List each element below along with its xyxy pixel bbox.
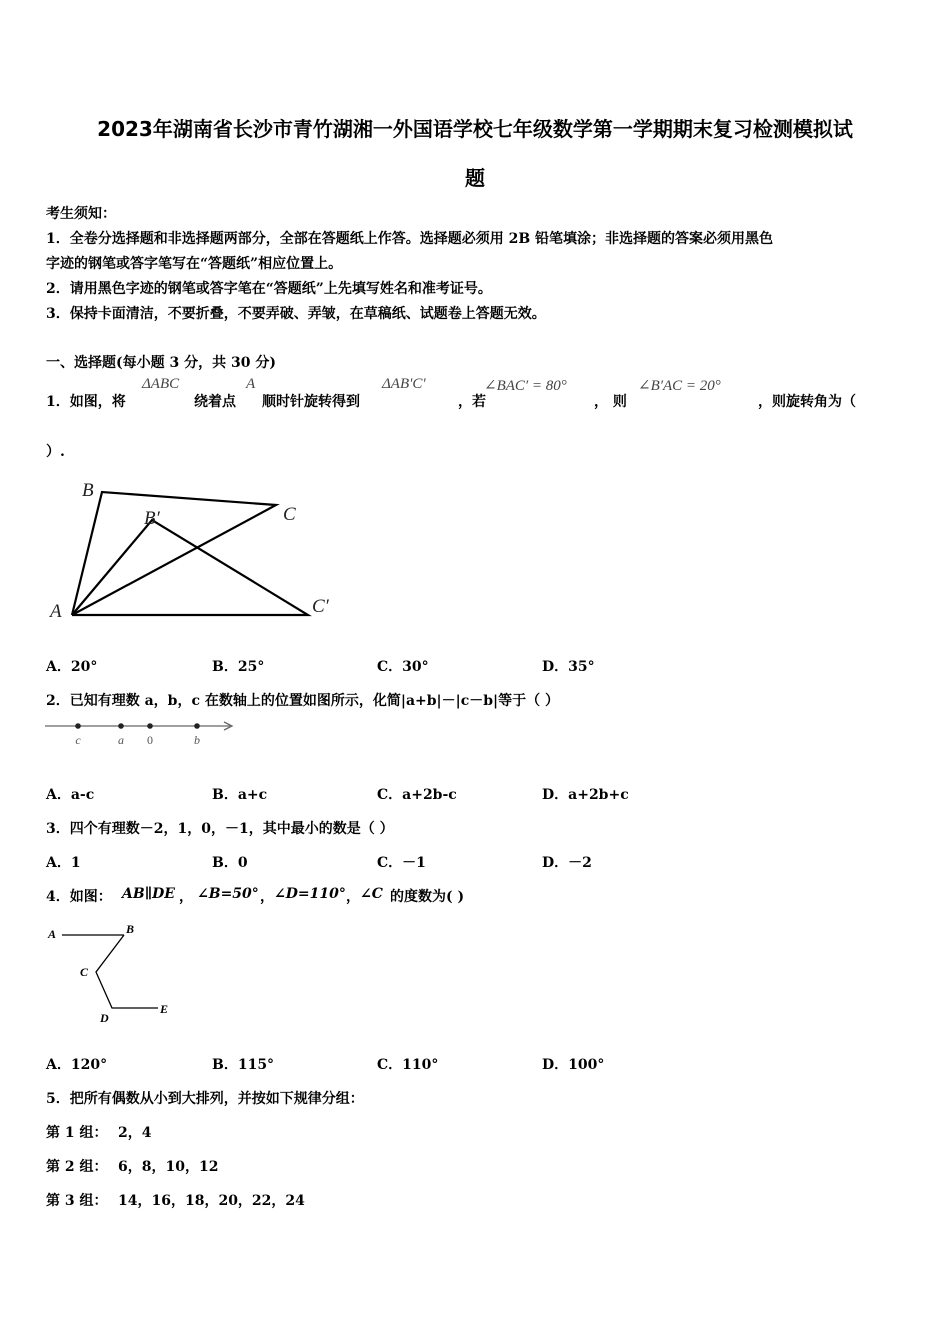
notice-item-1-cont: 字迹的钢笔或答字笔写在“答题纸”相应位置上。 bbox=[46, 256, 343, 272]
q5-group-2-label: 第 2 组： bbox=[46, 1159, 108, 1175]
q1-math-triangle-abc-prime: ΔAB'C' bbox=[382, 376, 426, 392]
triangle-abc bbox=[72, 492, 276, 615]
q1-math-point-a: A bbox=[246, 376, 256, 392]
triangle-ab-prime-c-prime bbox=[72, 520, 308, 615]
q1-math-triangle-abc: ΔABC bbox=[142, 376, 180, 392]
q4-stem-text: ， bbox=[260, 889, 274, 905]
q4-math-angle-c: ∠C bbox=[360, 886, 383, 902]
q4-option-d[interactable]: D．100° bbox=[542, 1057, 605, 1073]
page-title-continued: 题 bbox=[465, 166, 485, 190]
q1-option-d[interactable]: D．35° bbox=[542, 659, 595, 675]
axis-label-zero: 0 bbox=[147, 733, 153, 747]
axis-label-a: a bbox=[118, 733, 124, 747]
notice-item-2: 2．请用黑色字迹的钢笔或答字笔在“答题纸”上先填写姓名和准考证号。 bbox=[46, 281, 492, 297]
polyline-bcde bbox=[96, 935, 158, 1008]
label-a: A bbox=[50, 601, 62, 622]
q4-option-c[interactable]: C．110° bbox=[377, 1057, 439, 1073]
q5-stem: 5．把所有偶数从小到大排列，并按如下规律分组： bbox=[46, 1091, 364, 1107]
q1-option-a[interactable]: A．20° bbox=[46, 659, 98, 675]
q1-stem-text: ， 则 bbox=[594, 394, 627, 410]
q2-option-d[interactable]: D．a+2b+c bbox=[542, 787, 629, 803]
q4-option-a[interactable]: A．120° bbox=[46, 1057, 108, 1073]
label-a: A bbox=[48, 927, 57, 941]
axis-label-b: b bbox=[194, 733, 200, 747]
q3-option-a[interactable]: A．1 bbox=[46, 855, 81, 871]
q4-stem-text: 的度数为( ) bbox=[390, 889, 465, 905]
section-heading: 一、选择题(每小题 3 分，共 30 分) bbox=[46, 355, 276, 371]
q4-option-b[interactable]: B．115° bbox=[212, 1057, 275, 1073]
axis-label-c: c bbox=[75, 733, 81, 747]
q3-option-d[interactable]: D．－2 bbox=[542, 855, 592, 871]
label-c: C bbox=[283, 504, 296, 525]
q4-stem-text: ， bbox=[179, 889, 193, 905]
q5-group-1-values: 2，4 bbox=[118, 1125, 152, 1141]
q4-math-parallel: AB∥DE bbox=[122, 886, 175, 902]
q1-math-angle-bac: ∠BAC′ = 80° bbox=[484, 378, 567, 394]
point-c bbox=[75, 723, 81, 729]
q4-figure-parallel-lines bbox=[40, 918, 180, 1028]
q1-stem-text: 1．如图，将 bbox=[46, 394, 126, 410]
q2-option-c[interactable]: C．a+2b-c bbox=[377, 787, 457, 803]
label-b: B bbox=[126, 922, 135, 936]
q4-stem-text: ， bbox=[346, 889, 360, 905]
q2-stem: 2．已知有理数 a，b，c 在数轴上的位置如图所示，化简|a+b|－|c－b|等于（ ） bbox=[46, 693, 560, 709]
notice-heading: 考生须知： bbox=[46, 206, 116, 222]
label-e: E bbox=[160, 1002, 169, 1016]
label-c: C bbox=[80, 965, 89, 979]
q3-option-b[interactable]: B．0 bbox=[212, 855, 248, 871]
q1-stem-tail: ）. bbox=[46, 444, 65, 460]
q4-math-angle-b: ∠B=50° bbox=[197, 886, 259, 902]
q2-option-a[interactable]: A．a-c bbox=[46, 787, 95, 803]
notice-item-3: 3．保持卡面清洁，不要折叠，不要弄破、弄皱，在草稿纸、试题卷上答题无效。 bbox=[46, 306, 546, 322]
label-c-prime: C′ bbox=[312, 596, 329, 617]
q1-option-c[interactable]: C．30° bbox=[377, 659, 429, 675]
q2-option-b[interactable]: B．a+c bbox=[212, 787, 268, 803]
label-d: D bbox=[100, 1011, 109, 1025]
label-b: B bbox=[82, 480, 94, 501]
q1-stem-text: ，若 bbox=[458, 394, 486, 410]
point-0 bbox=[147, 723, 153, 729]
q3-stem: 3．四个有理数－2，1，0，－1，其中最小的数是（ ） bbox=[46, 821, 394, 837]
q1-option-b[interactable]: B．25° bbox=[212, 659, 265, 675]
q1-stem-text: 绕着点 bbox=[194, 394, 236, 410]
q5-group-2-values: 6，8，10，12 bbox=[118, 1159, 219, 1175]
q1-stem-text: 顺时针旋转得到 bbox=[262, 394, 360, 410]
q2-number-line bbox=[40, 715, 245, 749]
page-title: 2023年湖南省长沙市青竹湖湘一外国语学校七年级数学第一学期期末复习检测模拟试 bbox=[97, 117, 853, 141]
q4-math-angle-d: ∠D=110° bbox=[274, 886, 346, 902]
q3-option-c[interactable]: C．－1 bbox=[377, 855, 426, 871]
q5-group-3-values: 14，16，18，20，22，24 bbox=[118, 1193, 305, 1209]
q4-stem-text: 4．如图： bbox=[46, 889, 112, 905]
point-b bbox=[194, 723, 200, 729]
q5-group-1-label: 第 1 组： bbox=[46, 1125, 108, 1141]
q1-math-angle-bac-prime: ∠B′AC = 20° bbox=[638, 378, 721, 394]
q5-group-3-label: 第 3 组： bbox=[46, 1193, 108, 1209]
q1-figure-rotated-triangles bbox=[40, 470, 340, 630]
notice-item-1: 1．全卷分选择题和非选择题两部分，全部在答题纸上作答。选择题必须用 2B 铅笔填涂；非选择题的答案必须用黑色 bbox=[46, 231, 774, 247]
q1-stem-text: ，则旋转角为（ bbox=[758, 394, 856, 410]
label-b-prime: B′ bbox=[144, 508, 160, 529]
point-a bbox=[118, 723, 124, 729]
